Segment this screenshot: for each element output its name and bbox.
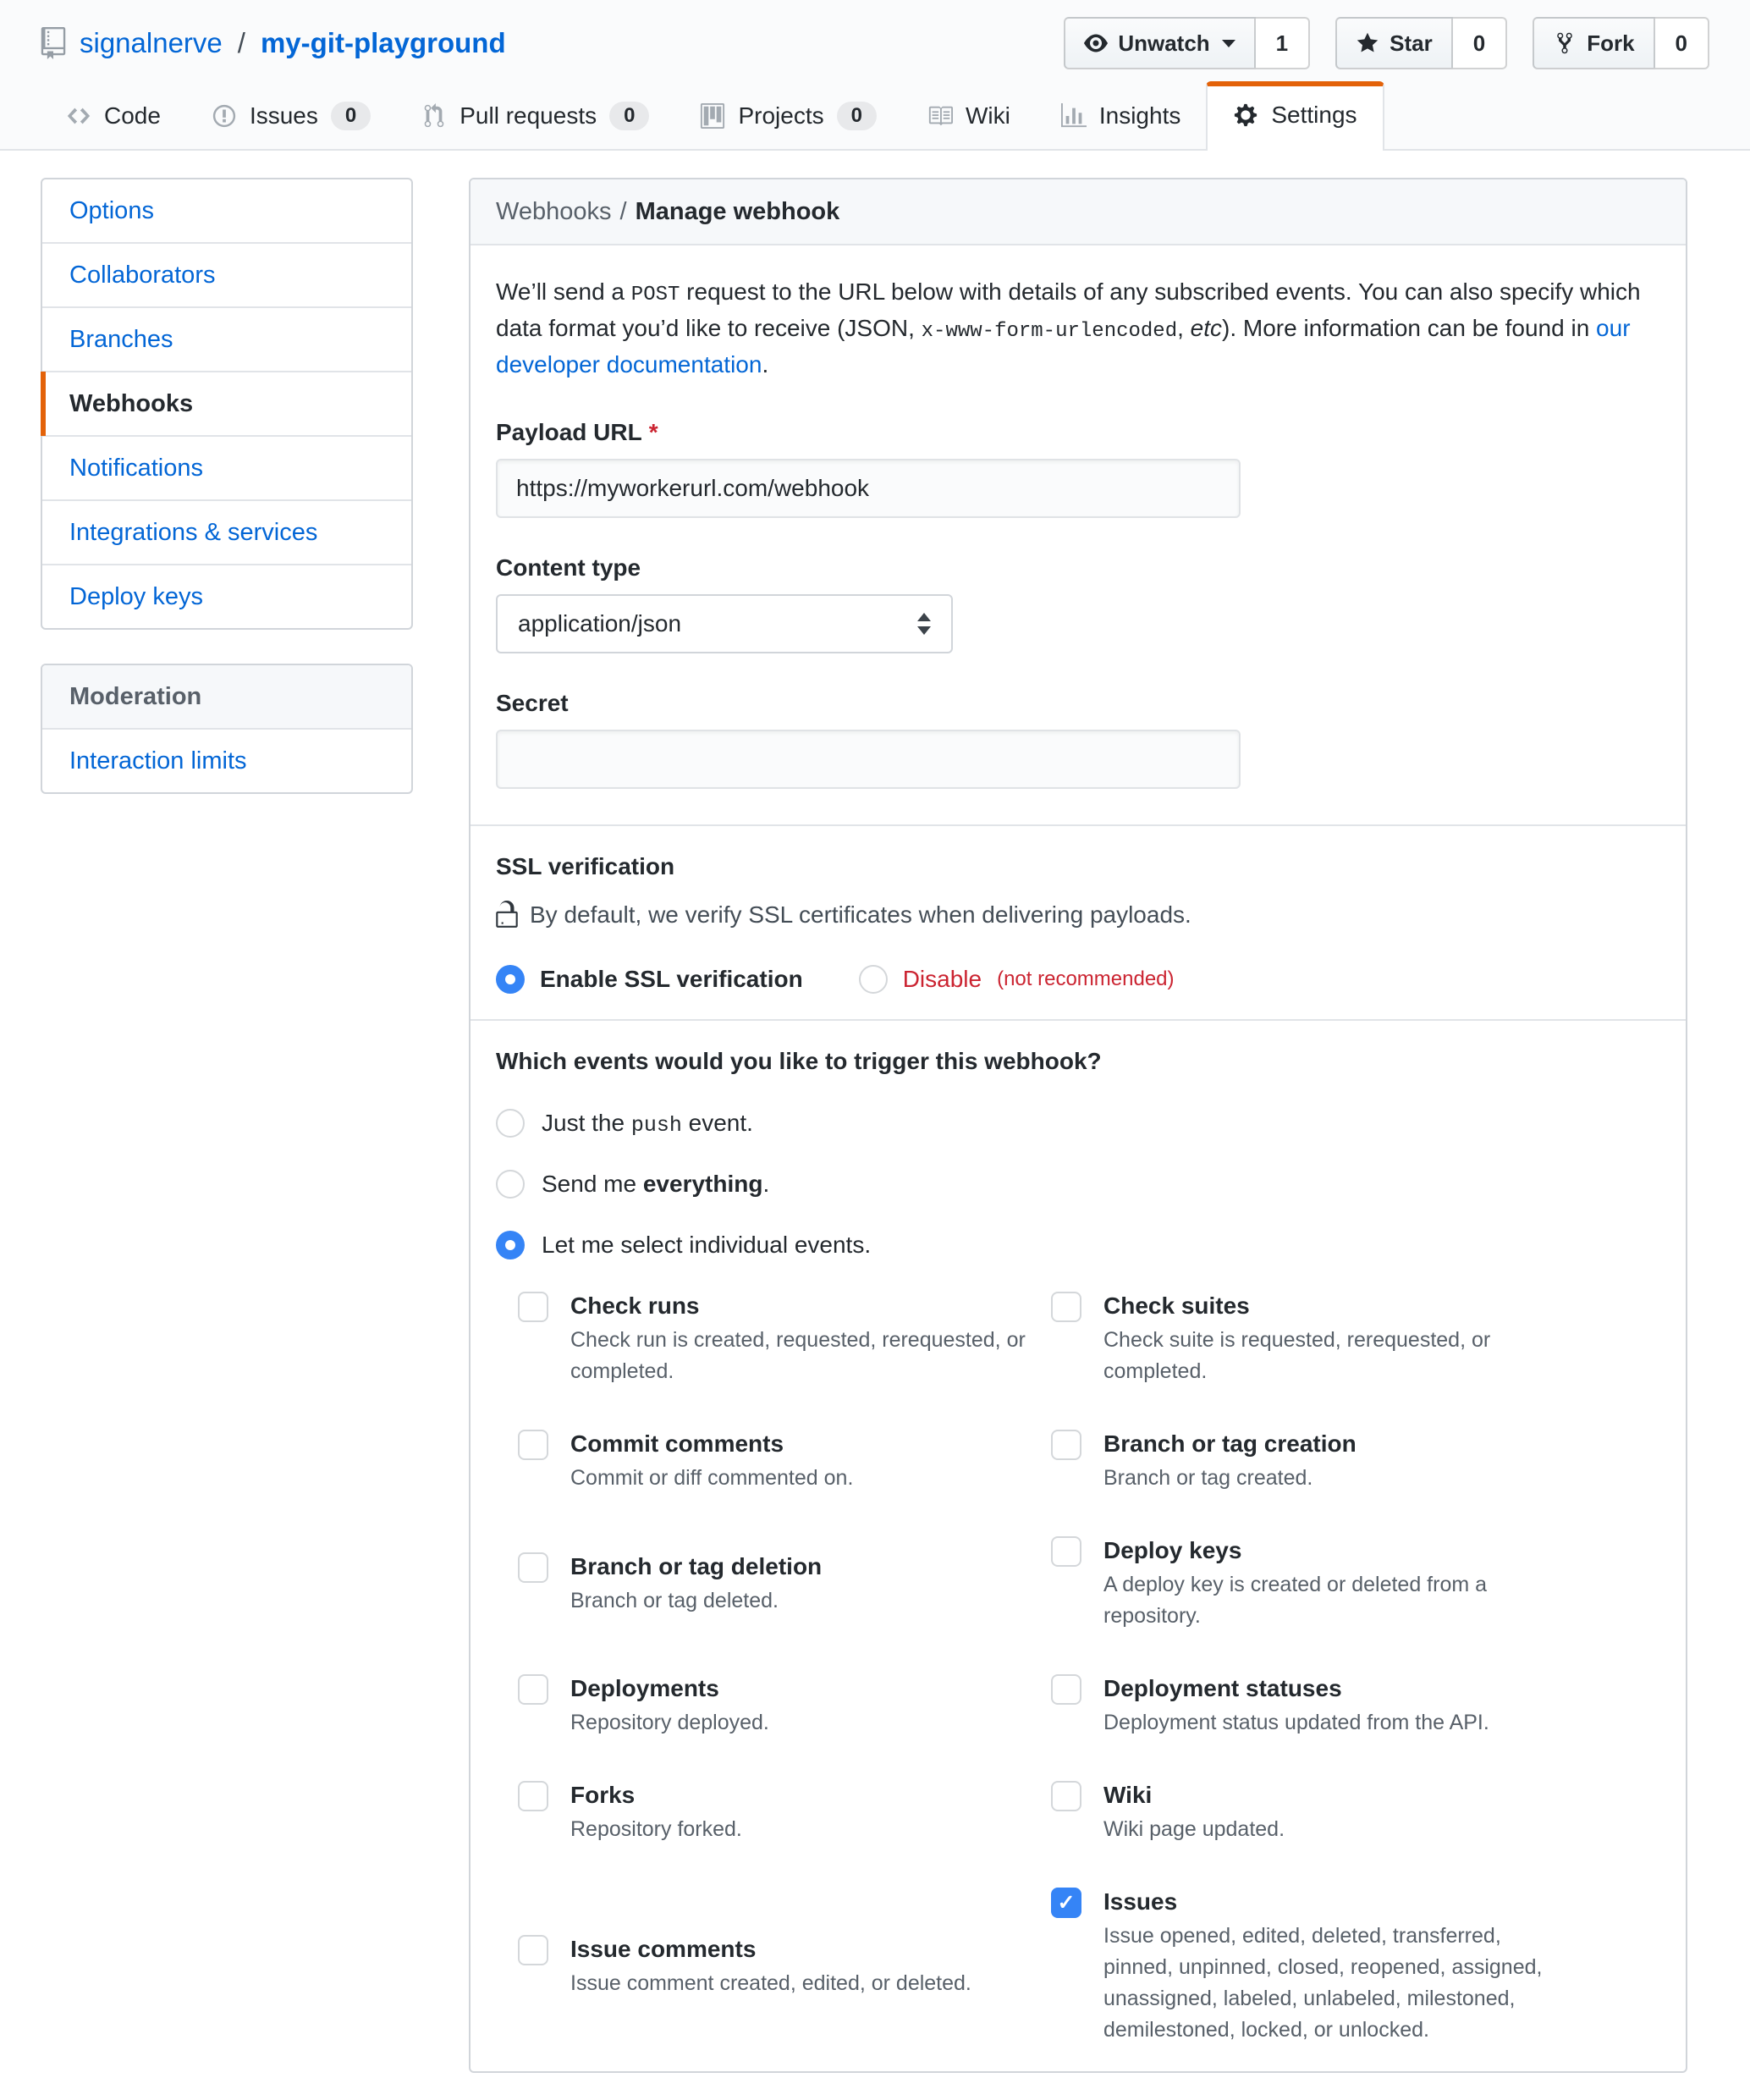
event-description: Repository forked.: [570, 1817, 742, 1841]
eye-icon: [1084, 31, 1108, 55]
checkbox-commit-comments[interactable]: [518, 1430, 548, 1460]
tab-label: Insights: [1098, 102, 1181, 129]
repo-icon: [41, 27, 66, 59]
checkbox-issue-comments[interactable]: [518, 1935, 548, 1965]
issue-icon: [212, 103, 237, 129]
repo-actions: [1064, 17, 1709, 69]
event-description: Issue comment created, edited, or deleted.: [570, 1970, 971, 1995]
tab-settings[interactable]: [1206, 81, 1384, 151]
events-section: [471, 1021, 1686, 2071]
event-text: [1103, 1535, 1544, 1632]
checkbox-deployments[interactable]: [518, 1674, 548, 1705]
events-heading: Which events would you like to trigger this webhook?: [496, 1048, 1102, 1074]
event-row: [518, 1779, 1660, 1845]
settings-menu: [41, 178, 413, 630]
star-label: Star: [1390, 30, 1433, 56]
checkbox-deploy-keys[interactable]: [1051, 1536, 1081, 1567]
send-everything-option[interactable]: Send me everything.: [496, 1170, 1660, 1199]
chevron-down-icon: [1222, 40, 1235, 47]
checkbox-forks[interactable]: [518, 1781, 548, 1811]
fork-label: Fork: [1587, 30, 1635, 56]
stargazers-count[interactable]: 0: [1453, 17, 1507, 69]
star-button-group: [1335, 17, 1507, 69]
secret-label: Secret: [496, 690, 569, 716]
tab-wiki[interactable]: [902, 81, 1036, 151]
event-title[interactable]: Deployment statuses: [1103, 1675, 1342, 1701]
lock-icon: [496, 901, 518, 929]
event-option-deployment-statuses: [1051, 1673, 1660, 1739]
event-option-check-runs: [518, 1290, 1051, 1387]
tab-count: 0: [609, 102, 649, 130]
event-description: Deployment status updated from the API.: [1103, 1711, 1489, 1734]
event-text: [1103, 1673, 1489, 1739]
tab-pull-requests[interactable]: [396, 81, 674, 151]
event-title[interactable]: Branch or tag creation: [1103, 1430, 1357, 1457]
checkbox-check-suites[interactable]: [1051, 1292, 1081, 1322]
event-title[interactable]: Forks: [570, 1782, 636, 1808]
sidebar-item-options[interactable]: Options: [42, 179, 411, 244]
send-everything-radio[interactable]: [496, 1170, 525, 1199]
repo-owner-link[interactable]: signalnerve: [80, 27, 223, 58]
just-push-option[interactable]: Just the push event.: [496, 1109, 1660, 1138]
event-title[interactable]: Issues: [1103, 1888, 1178, 1915]
webhook-panel: [469, 178, 1687, 2073]
checkbox-wiki[interactable]: [1051, 1781, 1081, 1811]
event-title[interactable]: Deployments: [570, 1675, 719, 1701]
event-description: Commit or diff commented on.: [570, 1466, 854, 1490]
sidebar-item-webhooks[interactable]: Webhooks: [42, 372, 411, 437]
webhook-intro-text: We’ll send a POST request to the URL below with details of any subscribed events. You can also specify which data format you’d like to receive (JSON, x-www-form-urlencoded, etc). More information can be found in our developer documentation.: [496, 278, 1641, 378]
event-row: [518, 1290, 1660, 1387]
individual-events-radio[interactable]: [496, 1231, 525, 1259]
event-title[interactable]: Branch or tag deletion: [570, 1552, 823, 1579]
moderation-menu: [41, 664, 413, 794]
repo-name-link[interactable]: my-git-playground: [260, 27, 506, 58]
event-title[interactable]: Commit comments: [570, 1430, 784, 1457]
unwatch-label: Unwatch: [1118, 30, 1210, 56]
ssl-verification-section: [471, 826, 1686, 1021]
tab-count: 0: [837, 102, 877, 130]
event-checkbox-grid: [496, 1290, 1660, 2046]
event-option-wiki: [1051, 1779, 1660, 1845]
tab-projects[interactable]: [674, 81, 902, 151]
fork-button-group: [1533, 17, 1709, 69]
breadcrumb-current: Manage webhook: [635, 198, 840, 225]
event-option-branch-or-tag-deletion: [518, 1551, 1051, 1617]
content-type-select[interactable]: [496, 594, 953, 653]
repo-separator: /: [237, 27, 245, 58]
event-row: [518, 1428, 1660, 1494]
ssl-heading: SSL verification: [496, 853, 675, 879]
individual-events-option[interactable]: Let me select individual events.: [496, 1231, 1660, 1259]
checkbox-deployment-statuses[interactable]: [1051, 1674, 1081, 1705]
event-option-deploy-keys: [1051, 1535, 1660, 1632]
content-type-label: Content type: [496, 554, 641, 581]
just-push-radio[interactable]: [496, 1109, 525, 1138]
event-title[interactable]: Wiki: [1103, 1782, 1153, 1808]
tab-count: 0: [331, 102, 371, 130]
star-button[interactable]: [1335, 17, 1453, 69]
event-option-forks: [518, 1779, 1051, 1845]
checkbox-branch-or-tag-deletion[interactable]: [518, 1552, 548, 1583]
event-text: [570, 1290, 1044, 1387]
sidebar-item-deploy-keys[interactable]: Deploy keys: [69, 583, 203, 610]
pull-request-icon: [421, 103, 447, 129]
repo-title: [41, 27, 506, 59]
tab-insights[interactable]: [1036, 81, 1207, 151]
event-text: [1103, 1886, 1544, 2046]
tab-label: Wiki: [965, 102, 1010, 129]
breadcrumb: [471, 179, 1686, 245]
forks-count[interactable]: 0: [1655, 17, 1709, 69]
breadcrumb-webhooks-link[interactable]: Webhooks: [496, 198, 612, 225]
code-icon: [66, 103, 91, 129]
enable-ssl-radio[interactable]: [496, 965, 525, 994]
event-description: Check run is created, requested, rerequested, or completed.: [570, 1328, 1026, 1383]
event-option-deployments: [518, 1673, 1051, 1739]
event-description: Branch or tag deleted.: [570, 1588, 779, 1612]
sidebar-item-collaborators[interactable]: Collaborators: [42, 244, 411, 308]
breadcrumb-separator: /: [619, 198, 627, 225]
page-body: [0, 151, 1750, 2100]
repo-header: [0, 0, 1750, 151]
event-title[interactable]: Issue comments: [570, 1935, 757, 1962]
event-option-commit-comments: [518, 1428, 1051, 1494]
event-text: [570, 1779, 742, 1845]
insights-icon: [1061, 103, 1087, 129]
repo-title-row: [41, 0, 1709, 69]
tab-issues[interactable]: [186, 81, 396, 151]
event-text: [570, 1933, 971, 1999]
event-description: Check suite is requested, rerequested, or completed.: [1103, 1328, 1491, 1383]
event-description: Wiki page updated.: [1103, 1817, 1285, 1841]
select-arrows-icon: [917, 613, 931, 635]
sidebar-item-branches[interactable]: Branches: [42, 308, 411, 372]
ssl-note: By default, we verify SSL certificates when delivering payloads.: [496, 901, 1660, 929]
webhook-form-section: [471, 245, 1686, 826]
event-row: [518, 1886, 1660, 2046]
watchers-count[interactable]: 1: [1256, 17, 1310, 69]
post-code: POST: [630, 284, 680, 306]
event-text: [570, 1673, 769, 1739]
event-option-issues: [1051, 1886, 1660, 2046]
checkbox-branch-or-tag-creation[interactable]: [1051, 1430, 1081, 1460]
event-title[interactable]: Deploy keys: [1103, 1537, 1242, 1563]
event-description: Issue opened, edited, deleted, transferred, pinned, unpinned, closed, reopened, assigned, unassigned, labeled, unlabeled, milestoned, demilestoned, locked, or unlocked.: [1103, 1924, 1543, 2042]
gear-icon: [1233, 102, 1258, 128]
event-description: Repository deployed.: [570, 1711, 769, 1734]
enable-ssl-option[interactable]: Enable SSL verification: [496, 965, 803, 994]
payload-url-input[interactable]: [496, 459, 1241, 518]
event-option-branch-or-tag-creation: [1051, 1428, 1660, 1494]
repo-tab-nav: [41, 81, 1709, 151]
tab-label: Pull requests: [460, 102, 597, 129]
event-row: [518, 1673, 1660, 1739]
event-title[interactable]: Check suites: [1103, 1293, 1250, 1319]
tab-label: Code: [104, 102, 161, 129]
secret-input[interactable]: [496, 730, 1241, 789]
watch-button-group: [1064, 17, 1310, 69]
disable-ssl-radio[interactable]: [859, 965, 888, 994]
event-description: A deploy key is created or deleted from a repository.: [1103, 1573, 1488, 1628]
urlencoded-code: x-www-form-urlencoded: [921, 320, 1178, 343]
tab-label: Issues: [249, 102, 318, 129]
event-text: [570, 1551, 822, 1617]
settings-sidebar: [41, 178, 413, 794]
event-description: Branch or tag created.: [1103, 1466, 1313, 1490]
payload-url-label: Payload URL *: [496, 419, 658, 445]
event-text: [1103, 1428, 1357, 1494]
event-title[interactable]: Check runs: [570, 1293, 700, 1319]
checkbox-check-runs[interactable]: [518, 1292, 548, 1322]
required-asterisk: *: [648, 419, 658, 445]
unwatch-button[interactable]: [1064, 17, 1255, 69]
moderation-header: Moderation: [42, 665, 411, 730]
fork-icon: [1553, 31, 1577, 55]
tab-label: Settings: [1271, 102, 1357, 128]
star-icon: [1356, 31, 1379, 55]
disable-ssl-option[interactable]: Disable (not recommended): [859, 965, 1175, 994]
fork-button[interactable]: [1533, 17, 1654, 69]
event-text: [1103, 1779, 1285, 1845]
checkbox-issues[interactable]: [1051, 1888, 1081, 1918]
event-text: [1103, 1290, 1544, 1387]
event-option-issue-comments: [518, 1933, 1051, 1999]
event-option-check-suites: [1051, 1290, 1660, 1387]
content-type-value: application/json: [518, 610, 682, 637]
projects-icon: [700, 103, 725, 129]
tab-code[interactable]: [41, 81, 186, 151]
sidebar-item-notifications[interactable]: Notifications: [42, 437, 411, 501]
tab-label: Projects: [738, 102, 824, 129]
sidebar-item-integrations-services[interactable]: Integrations & services: [42, 501, 411, 565]
event-row: [518, 1535, 1660, 1632]
event-text: [570, 1428, 853, 1494]
sidebar-item-interaction-limits[interactable]: Interaction limits: [69, 747, 247, 774]
developer-documentation-link[interactable]: our developer documentation: [496, 315, 1631, 378]
ssl-radio-row: [496, 965, 1660, 994]
wiki-icon: [927, 103, 953, 129]
